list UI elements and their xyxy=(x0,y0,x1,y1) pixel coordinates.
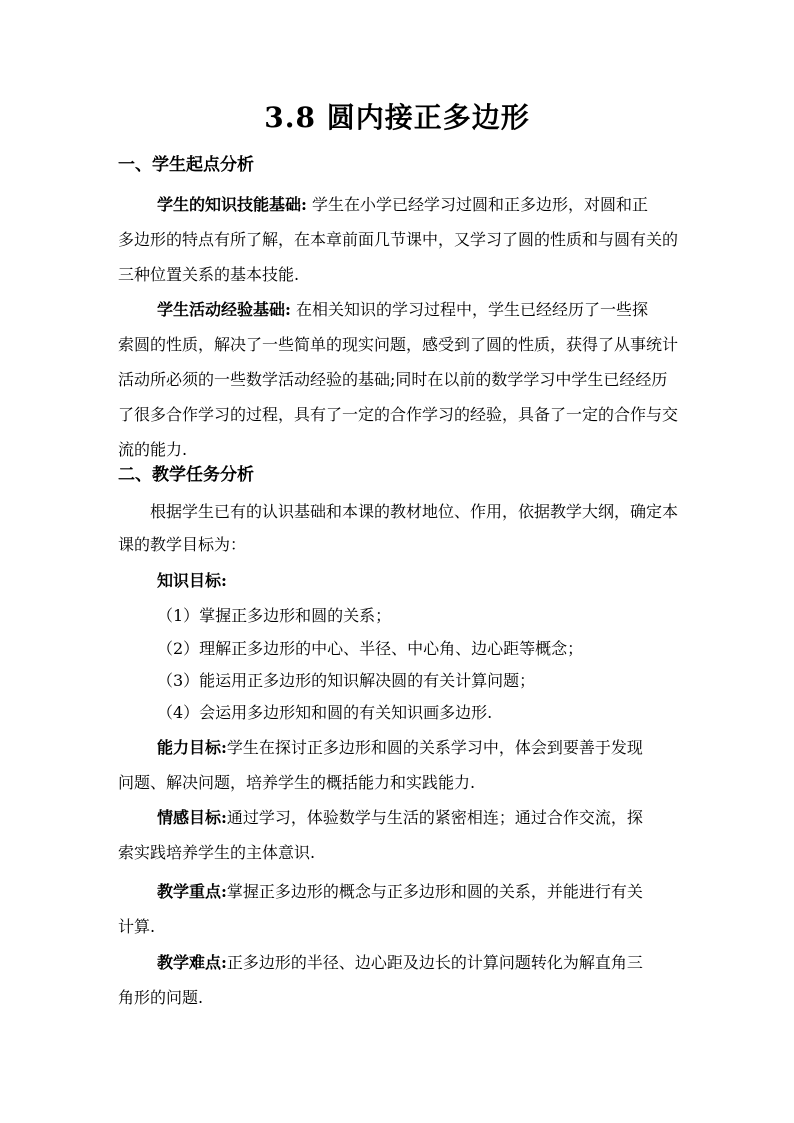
emotion-goal-label: 情感目标: xyxy=(157,808,227,827)
knowledge-goal-label: 知识目标: xyxy=(157,571,227,590)
difficulty-line-1 xyxy=(157,950,643,973)
intro-line: 根据学生已有的认识基础和本课的教材地位、作用，依据教学大纲，确定本 xyxy=(150,502,679,521)
intro-line: 课的教学目标为： xyxy=(118,535,247,554)
paragraph-line: 索圆的性质，解决了一些简单的现实问题，感受到了圆的性质，获得了从事统计 xyxy=(118,335,679,354)
paragraph-line: 计算. xyxy=(118,917,156,936)
ability-goal-label: 能力目标: xyxy=(157,738,227,757)
paragraph-text: 学生在小学已经学习过圆和正多边形，对圆和正 xyxy=(312,195,649,214)
paragraph-line: 流的能力. xyxy=(118,440,188,459)
label-separator: : xyxy=(301,195,307,214)
knowledge-item: （3）能运用正多边形的知识解决圆的有关计算问题； xyxy=(157,671,536,690)
emotion-goal-line-1 xyxy=(157,805,643,828)
paragraph-line: 多边形的特点有所了解，在本章前面几节课中，又学习了圆的性质和与圆有关的 xyxy=(118,230,679,249)
section-heading-1: 一、学生起点分析 xyxy=(118,155,254,175)
activity-experience-label: 学生活动经验基础 xyxy=(157,300,286,319)
key-point-label: 教学重点: xyxy=(157,882,227,901)
paragraph-text: 正多边形的半径、边心距及边长的计算问题转化为解直角三 xyxy=(226,953,643,972)
paragraph-line: 三种位置关系的基本技能. xyxy=(118,265,300,284)
paragraph-text: 通过学习，体验数学与生活的紧密相连；通过合作交流，探 xyxy=(226,808,643,827)
page-title: 3.8 圆内接正多边形 xyxy=(264,101,530,134)
paragraph-line: 了很多合作学习的过程，具有了一定的合作学习的经验，具备了一定的合作与交 xyxy=(118,405,679,424)
knowledge-item: （2）理解正多边形的中心、半径、中心角、边心距等概念； xyxy=(157,639,584,658)
key-point-line-1 xyxy=(157,879,643,902)
paragraph-text: 在相关知识的学习过程中，学生已经经历了一些探 xyxy=(296,300,649,319)
paragraph-line: 角形的问题. xyxy=(118,988,204,1007)
knowledge-item: （1）掌握正多边形和圆的关系； xyxy=(157,606,392,625)
knowledge-item: （4）会运用多边形知和圆的有关知识画多边形. xyxy=(157,703,493,722)
paragraph-line: 索实践培养学生的主体意识. xyxy=(118,843,316,862)
paragraph-line: 活动所必须的一些数学活动经验的基础;同时在以前的数学学习中学生已经经历 xyxy=(118,370,668,389)
knowledge-skill-label: 学生的知识技能基础 xyxy=(157,195,302,214)
paragraph-activity-line-1 xyxy=(157,297,648,320)
ability-goal-line-1 xyxy=(157,735,643,758)
difficulty-label: 教学难点: xyxy=(157,953,227,972)
paragraph-knowledge-line-1 xyxy=(157,192,648,215)
label-separator: : xyxy=(285,300,291,319)
paragraph-line: 问题、解决问题，培养学生的概括能力和实践能力. xyxy=(118,773,476,792)
section-heading-2: 二、教学任务分析 xyxy=(118,465,254,485)
paragraph-text: 学生在探讨正多边形和圆的关系学习中，体会到要善于发现 xyxy=(226,738,643,757)
paragraph-text: 掌握正多边形的概念与正多边形和圆的关系，并能进行有关 xyxy=(226,882,643,901)
